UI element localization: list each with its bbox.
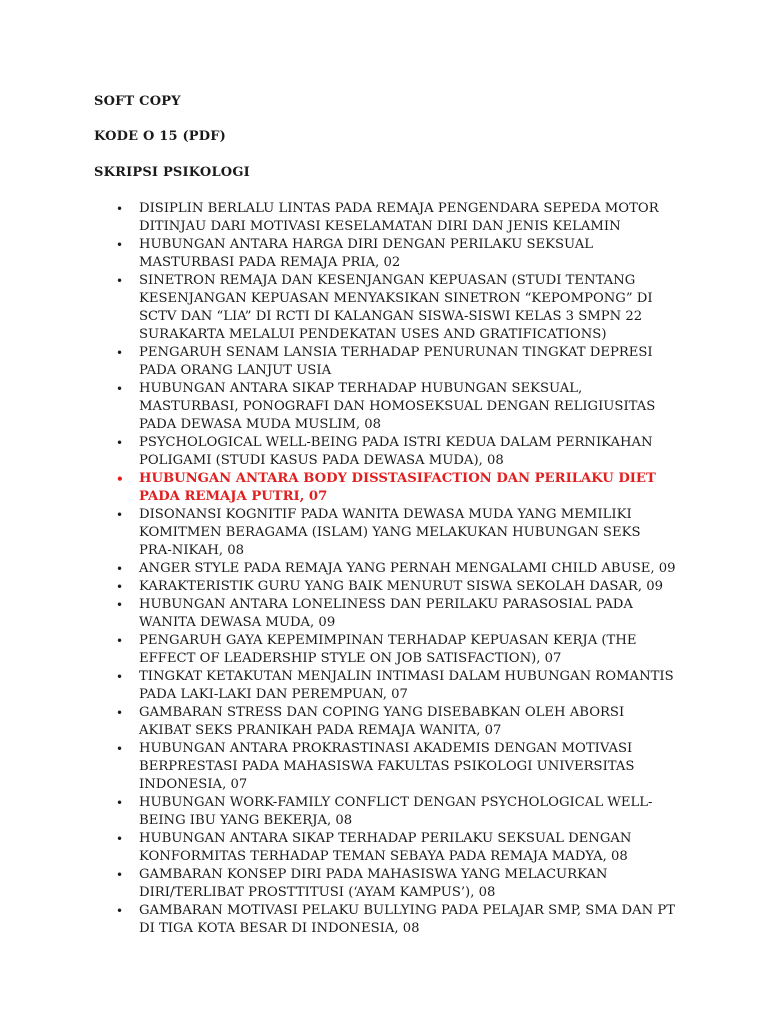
bullet-icon: • xyxy=(116,346,124,360)
topic-list-item xyxy=(116,470,676,506)
heading-kode: KODE O 15 (PDF) xyxy=(94,129,227,144)
topic-list-item xyxy=(116,506,676,560)
topic-list-item xyxy=(116,272,676,344)
topic-list-item xyxy=(116,632,676,668)
topic-list-item xyxy=(116,434,676,470)
topic-text: HUBUNGAN ANTARA HARGA DIRI DENGAN PERILAKU SEKSUAL MASTURBASI PADA REMAJA PRIA, 02 xyxy=(139,237,594,270)
topic-text: PENGARUH SENAM LANSIA TERHADAP PENURUNAN TINGKAT DEPRESI PADA ORANG LANJUT USIA xyxy=(139,345,653,378)
topic-text: HUBUNGAN ANTARA PROKRASTINASI AKADEMIS DENGAN MOTIVASI BERPRESTASI PADA MAHASISWA FAKULTAS PSIKOLOGI UNIVERSITAS INDONESIA, 07 xyxy=(139,741,635,792)
bullet-icon: • xyxy=(116,706,124,720)
topic-list-item xyxy=(116,740,676,794)
heading-skripsi-psikologi: SKRIPSI PSIKOLOGI xyxy=(94,165,250,180)
topic-list-item xyxy=(116,560,676,578)
topic-text: KARAKTERISTIK GURU YANG BAIK MENURUT SISWA SEKOLAH DASAR, 09 xyxy=(139,579,664,594)
topic-list-item xyxy=(116,344,676,380)
topic-text: GAMBARAN MOTIVASI PELAKU BULLYING PADA PELAJAR SMP, SMA DAN PT DI TIGA KOTA BESAR DI INDONESIA, 08 xyxy=(139,903,676,936)
bullet-icon: • xyxy=(116,598,124,612)
bullet-icon: • xyxy=(116,868,124,882)
bullet-icon: • xyxy=(116,796,124,810)
topic-list-item xyxy=(116,380,676,434)
topic-text: HUBUNGAN ANTARA LONELINESS DAN PERILAKU PARASOSIAL PADA WANITA DEWASA MUDA, 09 xyxy=(139,597,633,630)
topic-text: DISONANSI KOGNITIF PADA WANITA DEWASA MUDA YANG MEMILIKI KOMITMEN BERAGAMA (ISLAM) YANG MELAKUKAN HUBUNGAN SEKS PRA-NIKAH, 08 xyxy=(139,507,641,558)
topic-list-item xyxy=(116,236,676,272)
topic-text: TINGKAT KETAKUTAN MENJALIN INTIMASI DALAM HUBUNGAN ROMANTIS PADA LAKI-LAKI DAN PEREMPUAN, 07 xyxy=(139,669,674,702)
topic-list-item xyxy=(116,578,676,596)
topic-text: PENGARUH GAYA KEPEMIMPINAN TERHADAP KEPUASAN KERJA (THE EFFECT OF LEADERSHIP STYLE ON JOB SATISFACTION), 07 xyxy=(139,633,637,666)
topic-text: SINETRON REMAJA DAN KESENJANGAN KEPUASAN (STUDI TENTANG KESENJANGAN KEPUASAN MENYAKSIKAN SINETRON “KEPOMPONG” DI SCTV DAN “LIA” DI RCTI DI KALANGAN SISWA-SISWI KELAS 3 SMPN 22 SURAKARTA MELALUI PENDEKATAN USES AND GRATIFICATIONS) xyxy=(139,273,653,342)
heading-soft-copy: SOFT COPY xyxy=(94,94,181,109)
topic-text: HUBUNGAN ANTARA SIKAP TERHADAP HUBUNGAN SEKSUAL, MASTURBASI, PONOGRAFI DAN HOMOSEKSUAL DENGAN RELIGIUSITAS PADA DEWASA MUDA MUSLIM, 08 xyxy=(139,381,656,432)
bullet-icon: • xyxy=(116,238,124,252)
topic-text: HUBUNGAN ANTARA BODY DISSTASIFACTION DAN PERILAKU DIET PADA REMAJA PUTRI, 07 xyxy=(139,471,656,504)
bullet-icon: • xyxy=(116,436,124,450)
bullet-icon: • xyxy=(116,634,124,648)
topic-text: GAMBARAN KONSEP DIRI PADA MAHASISWA YANG MELACURKAN DIRI/TERLIBAT PROSTTITUSI (‘AYAM KAMPUS’), 08 xyxy=(139,867,608,900)
topic-list-item xyxy=(116,200,676,236)
bullet-icon: • xyxy=(116,742,124,756)
topic-list xyxy=(116,200,676,938)
topic-list-item xyxy=(116,596,676,632)
topic-text: DISIPLIN BERLALU LINTAS PADA REMAJA PENGENDARA SEPEDA MOTOR DITINJAU DARI MOTIVASI KESELAMATAN DIRI DAN JENIS KELAMIN xyxy=(139,201,659,234)
bullet-icon: • xyxy=(116,382,124,396)
topic-list-item xyxy=(116,794,676,830)
topic-text: HUBUNGAN WORK-FAMILY CONFLICT DENGAN PSYCHOLOGICAL WELL-BEING IBU YANG BEKERJA, 08 xyxy=(139,795,653,828)
topic-list-item xyxy=(116,704,676,740)
bullet-icon: • xyxy=(116,472,124,486)
bullet-icon: • xyxy=(116,274,124,288)
bullet-icon: • xyxy=(116,580,124,594)
topic-text: ANGER STYLE PADA REMAJA YANG PERNAH MENGALAMI CHILD ABUSE, 09 xyxy=(139,561,676,576)
topic-text: GAMBARAN STRESS DAN COPING YANG DISEBABKAN OLEH ABORSI AKIBAT SEKS PRANIKAH PADA REMAJA WANITA, 07 xyxy=(139,705,625,738)
bullet-icon: • xyxy=(116,904,124,918)
bullet-icon: • xyxy=(116,508,124,522)
topic-text: PSYCHOLOGICAL WELL-BEING PADA ISTRI KEDUA DALAM PERNIKAHAN POLIGAMI (STUDI KASUS PADA DEWASA MUDA), 08 xyxy=(139,435,653,468)
topic-list-item xyxy=(116,902,676,938)
bullet-icon: • xyxy=(116,832,124,846)
bullet-icon: • xyxy=(116,670,124,684)
topic-text: HUBUNGAN ANTARA SIKAP TERHADAP PERILAKU SEKSUAL DENGAN KONFORMITAS TERHADAP TEMAN SEBAYA PADA REMAJA MADYA, 08 xyxy=(139,831,632,864)
topic-list-item xyxy=(116,866,676,902)
bullet-icon: • xyxy=(116,562,124,576)
topic-list-item xyxy=(116,668,676,704)
topic-list-item xyxy=(116,830,676,866)
bullet-icon: • xyxy=(116,202,124,216)
